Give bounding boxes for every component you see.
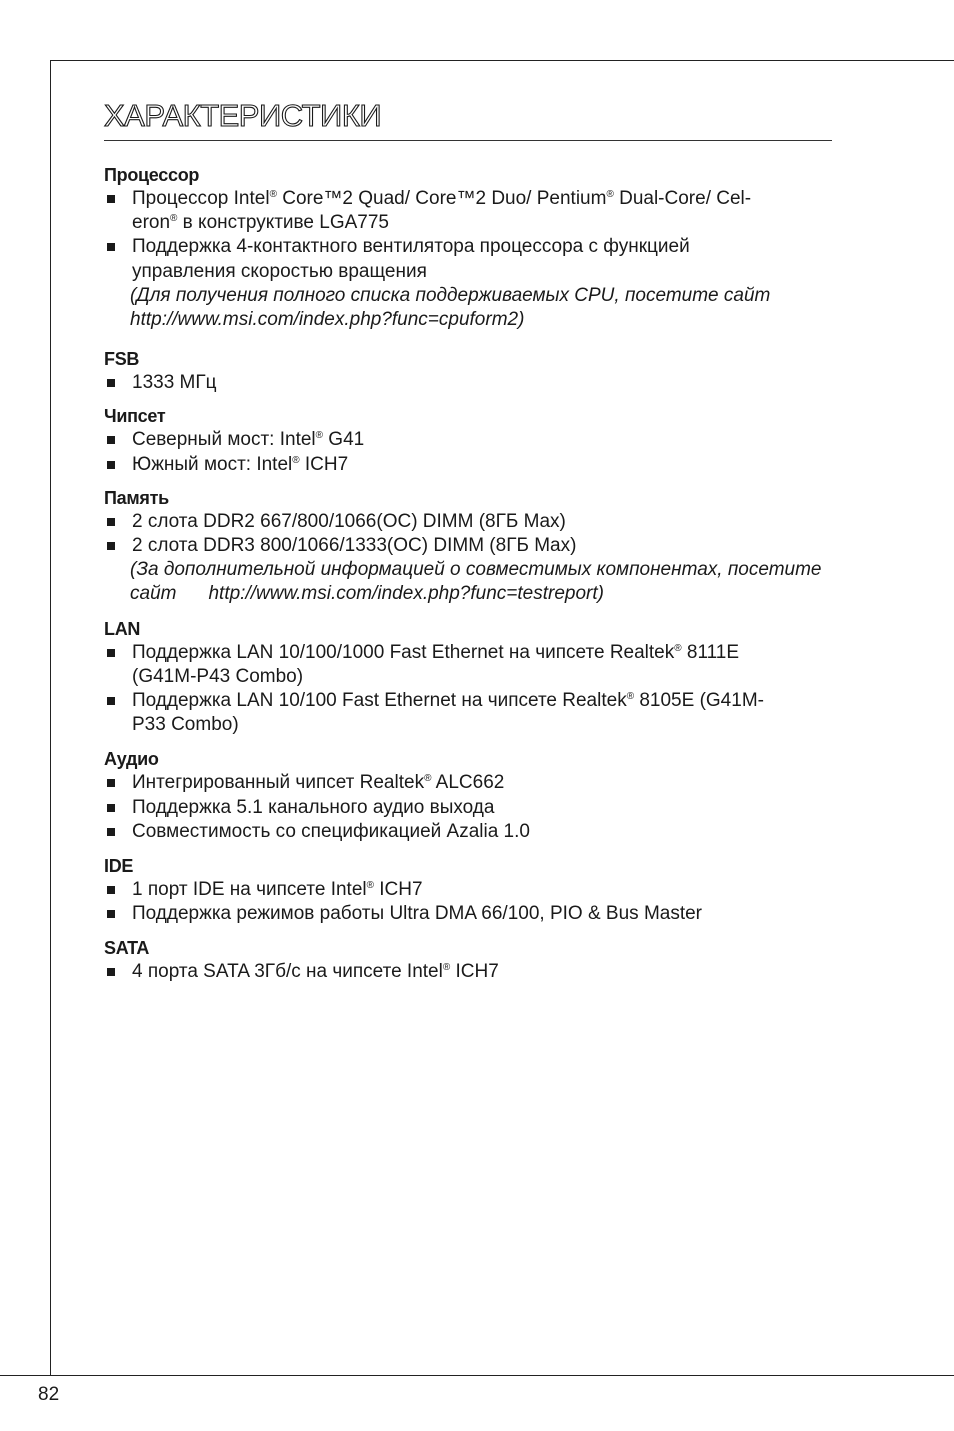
- section-heading-cpu: Процессор: [104, 165, 200, 185]
- list-item: Процессор Intel® Core™2 Quad/ Core™2 Duo/ Pentium® Dual-Core/ Cel- eron® в конструктиве LGA775: [104, 187, 832, 235]
- list-item: 2 слота DDR3 800/1066/1333(OC) DIMM (8ГБ Max): [104, 534, 832, 558]
- section-lan: [104, 617, 832, 738]
- page-number: 82: [38, 1384, 60, 1405]
- frame-bottom-border: [0, 1375, 954, 1376]
- section-ide: [104, 854, 832, 926]
- bullet-icon: [107, 542, 115, 550]
- section-heading-sata: SATA: [104, 938, 150, 959]
- section-heading-audio: Аудио: [104, 749, 159, 770]
- section-heading-memory: Память: [104, 487, 169, 508]
- list-item: Поддержка LAN 10/100/1000 Fast Ethernet на чипсете Realtek® 8111E (G41M-P43 Combo): [104, 641, 832, 689]
- list-item: Южный мост: Intel® ICH7: [104, 453, 832, 477]
- bullet-icon: [107, 379, 115, 387]
- bullet-icon: [107, 910, 115, 918]
- bullet-icon: [107, 968, 115, 976]
- page-content: [104, 96, 832, 985]
- bullet-icon: [107, 243, 115, 251]
- section-sata: [104, 936, 832, 984]
- cpu-support-link[interactable]: http://www.msi.com/index.php?func=cpuform2): [130, 309, 525, 331]
- list-item: Поддержка 4-контактного вентилятора процессора с функцией управления скоростью вращения: [104, 235, 832, 283]
- bullet-icon: [107, 518, 115, 526]
- bullet-icon: [107, 828, 115, 836]
- bullet-icon: [107, 779, 115, 787]
- frame-left-border: [50, 60, 51, 1376]
- bullet-icon: [107, 886, 115, 894]
- list-item: 1333 МГц: [104, 371, 832, 395]
- page-title: ХАРАКТЕРИСТИКИ: [104, 98, 382, 133]
- list-item: Поддержка режимов работы Ultra DMA 66/100, PIO & Bus Master: [104, 902, 832, 926]
- section-heading-chipset: Чипсет: [104, 406, 166, 427]
- section-cpu: [104, 163, 832, 332]
- list-item: Поддержка 5.1 канального аудио выхода: [104, 796, 832, 820]
- memory-compat-note: (За дополнительной информацией о совместимых компонентах, посетите сайт http://www.msi.com/index.php?func=testreport): [130, 559, 822, 605]
- bullet-icon: [107, 649, 115, 657]
- bullet-icon: [107, 697, 115, 705]
- cpu-support-note: (Для получения полного списка поддерживаемых CPU, посетите сайт http://www.msi.com/index.php?func=cpuform2): [130, 284, 771, 331]
- list-item: Северный мост: Intel® G41: [104, 428, 832, 452]
- cpu-list: [104, 187, 832, 284]
- list-item: Поддержка LAN 10/100 Fast Ethernet на чипсете Realtek® 8105E (G41M- P33 Combo): [104, 689, 832, 737]
- bullet-icon: [107, 461, 115, 469]
- list-item: 4 порта SATA 3Гб/с на чипсете Intel® ICH7: [104, 960, 832, 984]
- section-heading-ide: IDE: [104, 856, 134, 877]
- bullet-icon: [107, 804, 115, 812]
- section-heading-lan: LAN: [104, 618, 141, 639]
- title-divider: [104, 140, 832, 141]
- list-item: 1 порт IDE на чипсете Intel® ICH7: [104, 878, 832, 902]
- section-heading-fsb: FSB: [104, 349, 140, 370]
- list-item: Интегрированный чипсет Realtek® ALC662: [104, 771, 832, 795]
- bullet-icon: [107, 195, 115, 203]
- section-chipset: [104, 404, 832, 476]
- section-fsb: [104, 347, 832, 395]
- memory-compat-link[interactable]: http://www.msi.com/index.php?func=testreport): [208, 583, 604, 605]
- frame-top-border: [50, 60, 954, 61]
- section-memory: [104, 486, 832, 607]
- bullet-icon: [107, 436, 115, 444]
- list-item: 2 слота DDR2 667/800/1066(OC) DIMM (8ГБ Max): [104, 510, 832, 534]
- list-item: Совместимость со спецификацией Azalia 1.0: [104, 820, 832, 844]
- section-audio: [104, 747, 832, 844]
